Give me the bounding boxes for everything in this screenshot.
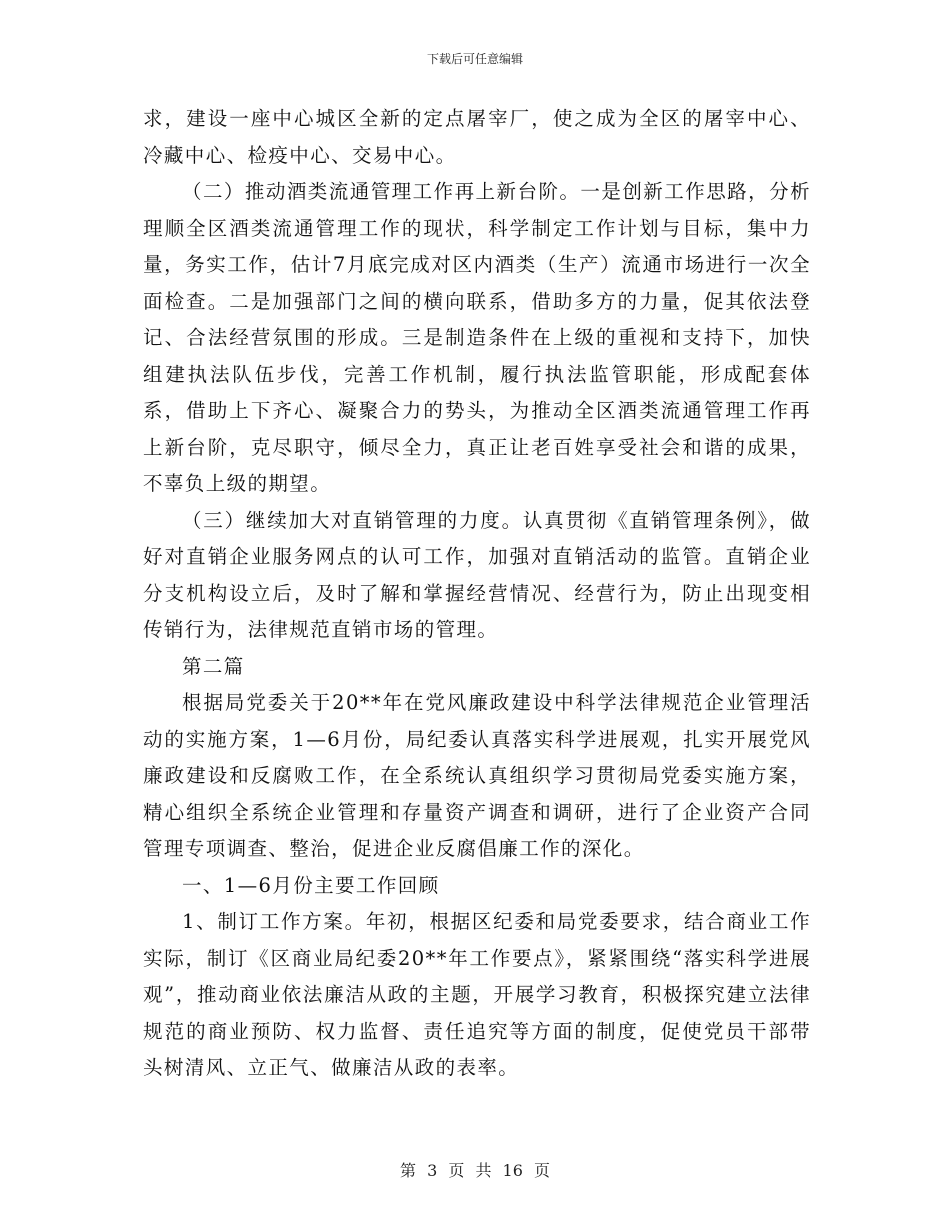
paragraph-1: 求，建设一座中心城区全新的定点屠宰厂，使之成为全区的屠宰中心、冷藏中心、检疫中心、交易中心。 bbox=[143, 107, 811, 167]
page-header: 下载后可任意编辑 bbox=[426, 52, 523, 66]
paragraph-2: （二）推动酒类流通管理工作再上新台阶。一是创新工作思路，分析理顺全区酒类流通管理工作的现状，科学制定工作计划与目标，集中力量，务实工作，估计7月底完成对区内酒类（生产）流通市场进行一次全面检查。二是加强部门之间的横向联系，借助多方的力量，促其依法登记、合法经营氛围的形成。三是制造条件在上级的重视和支持下，加快组建执法队伍步伐，完善工作机制，履行执法监管职能，形成配套体系，借助上下齐心、凝聚合力的势头，为推动全区酒类流通管理工作再上新台阶，克尽职守，倾尽全力，真正让老百姓享受社会和谐的成果，不辜负上级的期望。 bbox=[143, 180, 811, 495]
paragraph-3: （三）继续加大对直销管理的力度。认真贯彻《直销管理条例》，做好对直销企业服务网点的认可工作，加强对直销活动的监管。直销企业分支机构设立后，及时了解和掌握经营情况、经营行为，防止出现变相传销行为，法律规范直销市场的管理。 bbox=[143, 508, 811, 641]
subheading-review: 一、1—6月份主要工作回顾 bbox=[182, 873, 440, 897]
page-footer: 第 3 页 共 16 页 bbox=[400, 1161, 550, 1180]
document-body bbox=[143, 101, 811, 1087]
section-heading-part-two: 第二篇 bbox=[182, 654, 245, 678]
paragraph-4: 根据局党委关于20**年在党风廉政建设中科学法律规范企业管理活动的实施方案，1—6月份，局纪委认真落实科学进展观，扎实开展党风廉政建设和反腐败工作，在全系统认真组织学习贯彻局党委实施方案，精心组织全系统企业管理和存量资产调查和调研，进行了企业资产合同管理专项调查、整治，促进企业反腐倡廉工作的深化。 bbox=[143, 691, 811, 860]
paragraph-5: 1、制订工作方案。年初，根据区纪委和局党委要求，结合商业工作实际，制订《区商业局纪委20**年工作要点》，紧紧围绕“落实科学进展观”，推动商业依法廉洁从政的主题，开展学习教育，积极探究建立法律规范的商业预防、权力监督、责任追究等方面的制度，促使党员干部带头树清风、立正气、做廉洁从政的表率。 bbox=[143, 910, 811, 1079]
